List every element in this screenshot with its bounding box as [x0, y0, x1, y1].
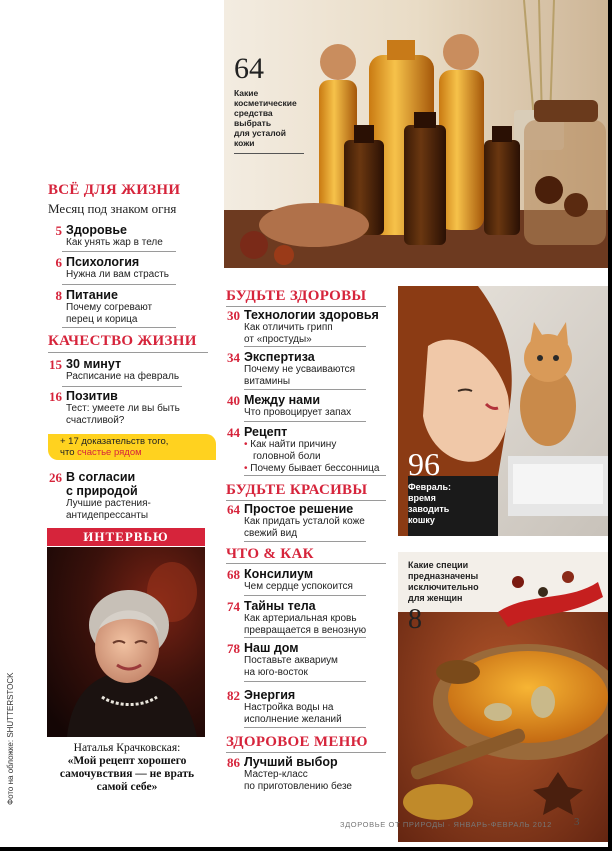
divider [62, 251, 176, 252]
caption-line: Наталья Крачковская: [73, 742, 181, 754]
section-title-budte-zdorovy: БУДЬТЕ ЗДОРОВЫ [226, 288, 367, 304]
entry-desc: Расписание на февраль [66, 371, 180, 382]
entry-desc: Как отличить грипп [244, 322, 333, 333]
page-number: 15 [49, 357, 62, 372]
divider [244, 389, 366, 390]
toc-entry[interactable] [222, 599, 392, 639]
entry-desc: Как артериальная кровь [244, 613, 357, 624]
page-number: 68 [227, 567, 240, 582]
divider [226, 306, 386, 307]
entry-desc: по приготовлению безе [244, 781, 352, 792]
entry-title: Позитив [66, 389, 118, 403]
divider [244, 727, 366, 728]
page-number: 5 [55, 223, 62, 238]
page-number: 74 [227, 599, 240, 614]
divider [244, 475, 386, 476]
entry-desc: Почему не усваиваются [244, 364, 356, 375]
entry-desc: превращается в венозную [244, 625, 367, 636]
photo-page-number: 8 [408, 604, 422, 635]
page-number: 82 [227, 688, 240, 703]
toc-entry[interactable] [222, 425, 392, 475]
section-title-budte-krasivy: БУДЬТЕ КРАСИВЫ [226, 482, 368, 498]
section-title-zdorovoe-menu: ЗДОРОВОЕ МЕНЮ [226, 734, 368, 750]
photo-credit: Фото на обложке: SHUTTERSTOCK [6, 672, 15, 805]
entry-title: Консилиум [244, 567, 314, 581]
section-subtitle: Месяц под знаком огня [48, 201, 177, 216]
photo-caption: Какие косметические средства выбрать для усталой кожи [234, 88, 297, 148]
bullet-item: • Почему бывает бессонница [244, 463, 380, 474]
highlight-line: что [60, 447, 78, 458]
divider [48, 352, 208, 353]
page-number: 44 [227, 425, 240, 440]
cat-photo[interactable] [398, 286, 608, 536]
toc-entry[interactable] [222, 393, 392, 423]
entry-desc: перец и корица [66, 314, 138, 325]
entry-desc: витамины [244, 376, 291, 387]
divider [62, 284, 176, 285]
interview-label: ИНТЕРВЬЮ [47, 528, 205, 546]
entry-desc: Поставьте аквариум [244, 655, 338, 666]
entry-title: Питание [66, 288, 118, 302]
toc-entry[interactable] [222, 641, 392, 681]
page-number: 64 [227, 502, 240, 517]
divider [226, 500, 386, 501]
divider [244, 541, 366, 542]
photo-page-number: 96 [408, 446, 440, 482]
divider [226, 752, 386, 753]
entry-title: В согласии [66, 470, 136, 484]
toc-entry[interactable] [48, 389, 208, 429]
toc-entry[interactable] [48, 223, 198, 253]
entry-desc: Лучшие растения- [66, 498, 151, 509]
interview-caption [47, 742, 207, 794]
caption-underline [234, 153, 304, 154]
toc-entry[interactable] [222, 350, 392, 390]
entry-desc: исполнение желаний [244, 714, 342, 725]
entry-desc: Что провоцирует запах [244, 407, 352, 418]
page-number: 6 [55, 255, 62, 270]
toc-entry[interactable] [222, 308, 392, 348]
entry-desc: от «простуды» [244, 334, 312, 345]
entry-desc: Чем сердце успокоится [244, 581, 353, 592]
entry-title: Энергия [244, 688, 296, 702]
divider [244, 681, 366, 682]
toc-entry[interactable] [222, 688, 392, 728]
page-number: 40 [227, 393, 240, 408]
highlight-accent: счастье рядом [77, 447, 142, 458]
toc-entry[interactable] [48, 288, 198, 328]
photo-page-number: 64 [234, 52, 264, 85]
entry-desc: головной боли [253, 451, 321, 462]
highlight-line: + 17 доказательств того, [60, 436, 169, 447]
entry-title: Рецепт [244, 425, 288, 439]
page-number: 86 [227, 755, 240, 770]
spices-photo[interactable] [398, 552, 608, 842]
entry-desc: Почему согревают [66, 302, 153, 313]
entry-title: Между нами [244, 393, 321, 407]
entry-desc: Как придать усталой коже [244, 516, 365, 527]
entry-desc: свежий вид [244, 528, 298, 539]
page-number: 30 [227, 308, 240, 323]
magazine-footer: ЗДОРОВЬЕ ОТ ПРИРОДЫ · ЯНВАРЬ-ФЕВРАЛЬ 2012 [340, 820, 552, 829]
page-number: 26 [49, 470, 62, 485]
entry-desc: Как унять жар в теле [66, 237, 163, 248]
section-title-vse-dlya-zhizni: ВСЁ ДЛЯ ЖИЗНИ [48, 182, 181, 198]
photo-caption: Февраль: время заводить кошку [408, 482, 451, 525]
entry-desc: Мастер-класс [244, 769, 308, 780]
caption-line: «Мой рецепт хорошего [67, 755, 187, 767]
entry-desc: счастливой? [66, 415, 125, 426]
caption-line: самой себе» [96, 781, 158, 793]
divider [62, 327, 176, 328]
toc-entry[interactable] [222, 502, 397, 542]
toc-entry[interactable] [48, 357, 208, 387]
photo-caption: Какие специи предназначены исключительно для женщин [408, 560, 479, 603]
entry-title: Тайны тела [244, 599, 316, 613]
toc-entry[interactable] [222, 755, 392, 795]
toc-entry[interactable] [222, 567, 392, 597]
divider [244, 595, 366, 596]
entry-desc: Тест: умеете ли вы быть [66, 403, 180, 414]
caption-line: самочувствия — не врать [59, 768, 195, 780]
divider [244, 637, 366, 638]
entry-title: Технологии здоровья [244, 308, 379, 322]
portrait-image [47, 547, 205, 737]
entry-desc: на юго-восток [244, 667, 308, 678]
entry-title: Психология [66, 255, 140, 269]
page-number-footer: 3 [574, 816, 580, 828]
highlight-text[interactable] [60, 436, 168, 458]
toc-entry[interactable] [48, 470, 208, 520]
entry-title: Наш дом [244, 641, 299, 655]
page-number: 78 [227, 641, 240, 656]
section-title-chto-kak: ЧТО & КАК [226, 546, 314, 562]
page-number: 34 [227, 350, 240, 365]
bullet-item: • Как найти причину [244, 439, 337, 450]
divider [244, 346, 366, 347]
entry-desc: Настройка воды на [244, 702, 334, 713]
interview-photo[interactable] [47, 547, 205, 737]
entry-desc: Нужна ли вам страсть [66, 269, 169, 280]
entry-title: Лучший выбор [244, 755, 338, 769]
entry-title: Экспертиза [244, 350, 315, 364]
toc-entry[interactable] [48, 255, 198, 285]
section-title-kachestvo-zhizni: КАЧЕСТВО ЖИЗНИ [48, 333, 197, 349]
entry-title: Простое решение [244, 502, 354, 516]
entry-title: Здоровье [66, 223, 127, 237]
divider [226, 563, 386, 564]
divider [62, 386, 182, 387]
oils-photo[interactable] [224, 0, 608, 268]
page-number: 16 [49, 389, 62, 404]
page-number: 8 [55, 288, 62, 303]
entry-title: с природой [66, 484, 138, 498]
entry-desc: антидепрессанты [66, 510, 149, 521]
entry-title: 30 минут [66, 357, 122, 371]
divider [244, 421, 366, 422]
